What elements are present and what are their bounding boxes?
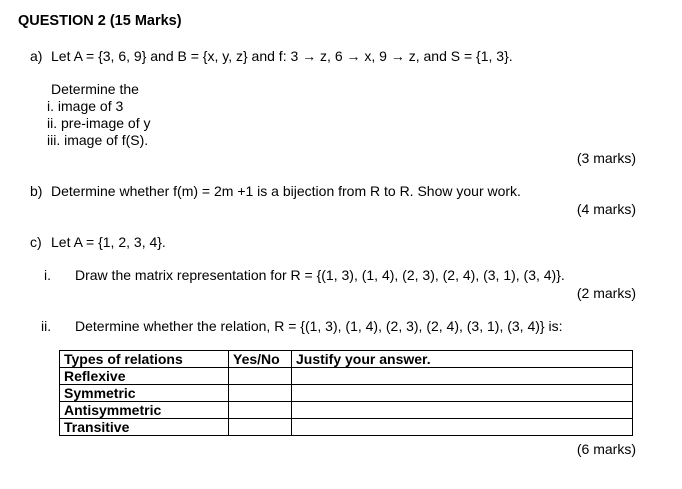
part-c-ii-text: Determine whether the relation, R = {(1, 3), (1, 4), (2, 3), (2, 4), (3, 1), (3, 4)} is: bbox=[75, 318, 563, 334]
part-a-label: a) bbox=[30, 48, 43, 64]
part-c-text: Let A = {1, 2, 3, 4}. bbox=[51, 234, 166, 250]
part-b-marks: (4 marks) bbox=[576, 201, 636, 217]
table-row bbox=[60, 385, 633, 402]
row-label-symmetric: Symmetric bbox=[60, 385, 229, 402]
justify-cell[interactable] bbox=[292, 368, 633, 385]
part-c-ii-marks: (6 marks) bbox=[576, 441, 636, 457]
row-label-antisymmetric: Antisymmetric bbox=[60, 402, 229, 419]
header-justify: Justify your answer. bbox=[292, 351, 633, 368]
part-a-intro: Determine the bbox=[51, 81, 139, 97]
part-a-marks: (3 marks) bbox=[576, 150, 636, 166]
row-label-reflexive: Reflexive bbox=[60, 368, 229, 385]
part-a-item-3: iii. image of f(S). bbox=[47, 132, 149, 148]
part-b-text: Determine whether f(m) = 2m +1 is a bijection from R to R. Show your work. bbox=[51, 183, 521, 199]
header-types: Types of relations bbox=[60, 351, 229, 368]
table-header-row bbox=[60, 351, 633, 368]
relations-table bbox=[59, 350, 633, 436]
justify-cell[interactable] bbox=[292, 402, 633, 419]
answer-cell[interactable] bbox=[229, 368, 292, 385]
part-b-label: b) bbox=[30, 183, 43, 199]
row-label-transitive: Transitive bbox=[60, 419, 229, 436]
table-row bbox=[60, 419, 633, 436]
question-title: QUESTION 2 (15 Marks) bbox=[18, 13, 182, 29]
part-a-item-2: ii. pre-image of y bbox=[47, 115, 151, 131]
answer-cell[interactable] bbox=[229, 385, 292, 402]
part-c-i-text: Draw the matrix representation for R = {(1, 3), (1, 4), (2, 3), (2, 4), (3, 1), (3, 4)}. bbox=[75, 267, 565, 283]
part-c-i-label: i. bbox=[44, 267, 51, 283]
header-yes-no: Yes/No bbox=[229, 351, 292, 368]
justify-cell[interactable] bbox=[292, 385, 633, 402]
part-c-label: c) bbox=[30, 234, 42, 250]
part-c-i-marks: (2 marks) bbox=[576, 285, 636, 301]
table-row bbox=[60, 368, 633, 385]
answer-cell[interactable] bbox=[229, 419, 292, 436]
part-a-text: Let A = {3, 6, 9} and B = {x, y, z} and f: 3 → z, 6 → x, 9 → z, and S = {1, 3}. bbox=[51, 48, 513, 64]
part-a-item-1: i. image of 3 bbox=[47, 98, 124, 114]
answer-cell[interactable] bbox=[229, 402, 292, 419]
justify-cell[interactable] bbox=[292, 419, 633, 436]
part-c-ii-label: ii. bbox=[41, 318, 52, 334]
table-row bbox=[60, 402, 633, 419]
